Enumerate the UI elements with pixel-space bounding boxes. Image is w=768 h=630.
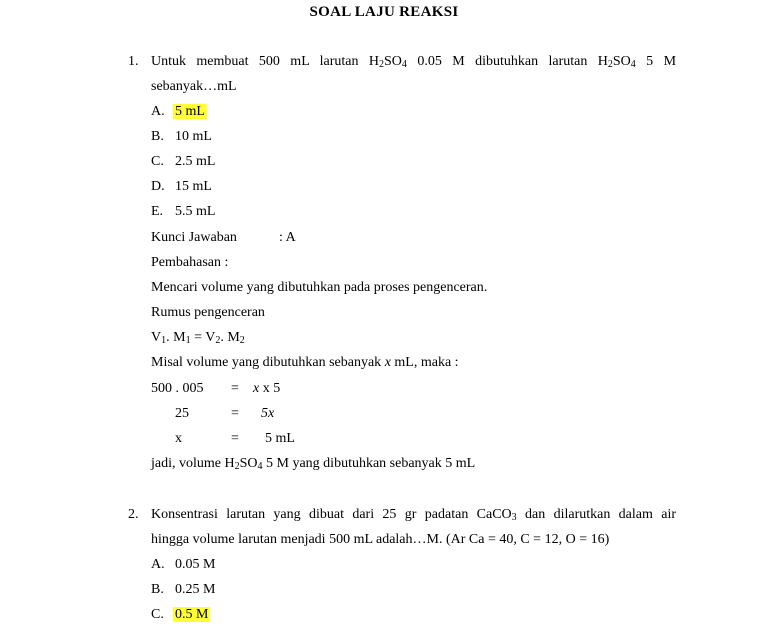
- option-a: A. 5 mL: [151, 104, 205, 119]
- answer-highlight: 5 mL: [175, 104, 205, 119]
- q2-option-a: A. 0.05 M: [151, 557, 216, 572]
- calc-row-2: 25 = 5x: [175, 406, 275, 421]
- option-c: C. 2.5 mL: [151, 154, 216, 169]
- option-e: E. 5.5 mL: [151, 204, 216, 219]
- question-2-line-2: hingga volume larutan menjadi 500 mL adalah…M. (Ar Ca = 40, C = 12, O = 16): [151, 532, 610, 547]
- question-2-line-1: Konsentrasi larutan yang dibuat dari 25 gr padatan CaCO$_3$ dan dilarutkan dalam air: [151, 507, 676, 523]
- calc-row-3: x = 5 mL: [175, 431, 295, 446]
- question-2-number: 2.: [128, 507, 139, 522]
- discussion-label: Pembahasan :: [151, 255, 229, 270]
- answer-key: Kunci Jawaban : A: [151, 230, 296, 245]
- discussion-line-2: Rumus pengenceran: [151, 305, 265, 320]
- question-1-line-2: sebanyak…mL: [151, 79, 237, 94]
- question-1-line-1: Untuk membuat 500 mL larutan $H_2SO_4$ 0.05 M dibutuhkan larutan $H_2SO_4$ 5 M: [151, 54, 677, 70]
- conclusion: jadi, volume $H_2SO_4$ 5 M yang dibutuhkan sebanyak 5 mL: [151, 456, 476, 472]
- dilution-formula: $V_1$. $M_1 = V_2$. $M_2$: [151, 330, 245, 346]
- calc-row-1: 500 . 005 = x x 5: [151, 381, 281, 396]
- discussion-line-1: Mencari volume yang dibutuhkan pada proses pengenceran.: [151, 280, 488, 295]
- q2-option-b: B. 0.25 M: [151, 582, 216, 597]
- option-d: D. 15 mL: [151, 179, 212, 194]
- answer-highlight: 0.5 M: [175, 607, 209, 622]
- discussion-line-3: Misal volume yang dibutuhkan sebanyak x mL, maka :: [151, 355, 459, 370]
- page-title: SOAL LAJU REAKSI: [309, 4, 459, 20]
- question-1-number: 1.: [128, 54, 139, 69]
- option-b: B. 10 mL: [151, 129, 212, 144]
- q2-option-c: C. 0.5 M: [151, 607, 209, 622]
